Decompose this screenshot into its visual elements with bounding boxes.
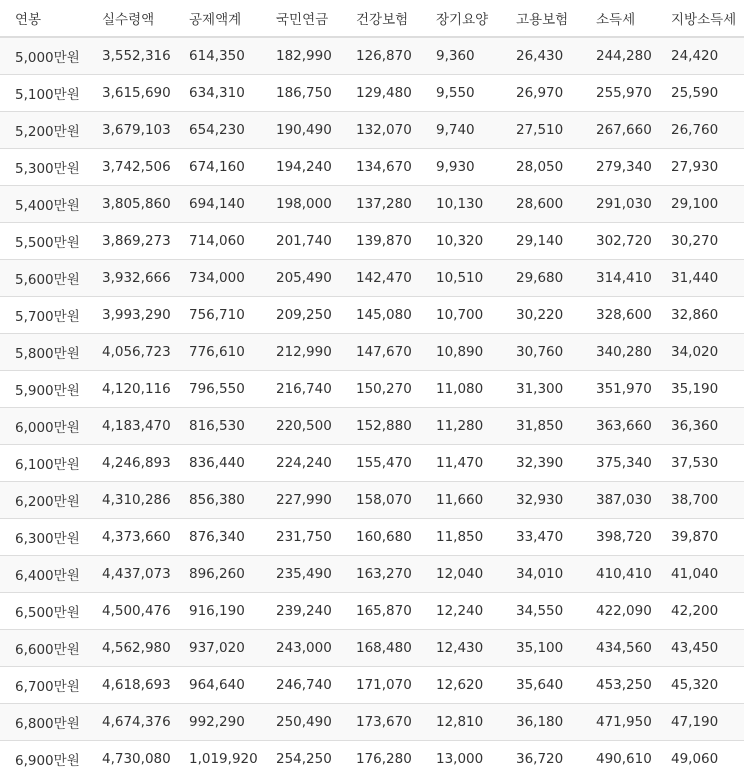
cell-total-deduction: 734,000 [174, 259, 261, 296]
cell-health-insurance: 145,080 [341, 296, 421, 333]
cell-employment-insurance: 28,050 [501, 148, 581, 185]
cell-national-pension: 205,490 [261, 259, 341, 296]
cell-total-deduction: 674,160 [174, 148, 261, 185]
cell-employment-insurance: 30,220 [501, 296, 581, 333]
cell-local-income-tax: 30,270 [656, 222, 744, 259]
table-row [0, 703, 744, 740]
table-row [0, 370, 744, 407]
cell-long-term-care: 13,000 [421, 740, 501, 777]
cell-national-pension: 186,750 [261, 74, 341, 111]
table-header [0, 0, 744, 37]
cell-health-insurance: 173,670 [341, 703, 421, 740]
cell-net-pay: 4,310,286 [87, 481, 174, 518]
cell-employment-insurance: 31,300 [501, 370, 581, 407]
cell-employment-insurance: 32,390 [501, 444, 581, 481]
cell-local-income-tax: 24,420 [656, 37, 744, 74]
table-row [0, 148, 744, 185]
cell-income-tax: 387,030 [581, 481, 656, 518]
cell-national-pension: 231,750 [261, 518, 341, 555]
cell-national-pension: 235,490 [261, 555, 341, 592]
cell-total-deduction: 1,019,920 [174, 740, 261, 777]
cell-salary: 6,900만원 [0, 740, 87, 777]
cell-employment-insurance: 35,640 [501, 666, 581, 703]
cell-national-pension: 220,500 [261, 407, 341, 444]
cell-employment-insurance: 32,930 [501, 481, 581, 518]
table-row [0, 518, 744, 555]
table-row [0, 740, 744, 777]
cell-national-pension: 239,240 [261, 592, 341, 629]
cell-income-tax: 410,410 [581, 555, 656, 592]
cell-national-pension: 227,990 [261, 481, 341, 518]
cell-net-pay: 3,742,506 [87, 148, 174, 185]
cell-long-term-care: 12,620 [421, 666, 501, 703]
cell-long-term-care: 10,320 [421, 222, 501, 259]
column-header-health-insurance: 건강보험 [341, 0, 421, 37]
cell-health-insurance: 132,070 [341, 111, 421, 148]
cell-net-pay: 4,120,116 [87, 370, 174, 407]
cell-net-pay: 4,437,073 [87, 555, 174, 592]
cell-local-income-tax: 35,190 [656, 370, 744, 407]
cell-income-tax: 398,720 [581, 518, 656, 555]
cell-local-income-tax: 29,100 [656, 185, 744, 222]
cell-long-term-care: 12,430 [421, 629, 501, 666]
cell-local-income-tax: 37,530 [656, 444, 744, 481]
table-row [0, 407, 744, 444]
cell-long-term-care: 12,040 [421, 555, 501, 592]
cell-health-insurance: 152,880 [341, 407, 421, 444]
cell-health-insurance: 134,670 [341, 148, 421, 185]
cell-employment-insurance: 36,720 [501, 740, 581, 777]
cell-local-income-tax: 27,930 [656, 148, 744, 185]
column-header-income-tax: 소득세 [581, 0, 656, 37]
cell-salary: 5,900만원 [0, 370, 87, 407]
cell-total-deduction: 856,380 [174, 481, 261, 518]
table-body [0, 37, 744, 777]
cell-health-insurance: 158,070 [341, 481, 421, 518]
table-row [0, 481, 744, 518]
cell-salary: 6,100만원 [0, 444, 87, 481]
cell-salary: 5,200만원 [0, 111, 87, 148]
table-row [0, 37, 744, 74]
cell-local-income-tax: 47,190 [656, 703, 744, 740]
cell-local-income-tax: 43,450 [656, 629, 744, 666]
cell-employment-insurance: 29,680 [501, 259, 581, 296]
cell-health-insurance: 142,470 [341, 259, 421, 296]
cell-local-income-tax: 31,440 [656, 259, 744, 296]
cell-long-term-care: 9,360 [421, 37, 501, 74]
cell-salary: 5,600만원 [0, 259, 87, 296]
column-header-employment-insurance: 고용보험 [501, 0, 581, 37]
cell-long-term-care: 11,470 [421, 444, 501, 481]
table-row [0, 592, 744, 629]
cell-employment-insurance: 26,430 [501, 37, 581, 74]
table-row [0, 444, 744, 481]
cell-local-income-tax: 49,060 [656, 740, 744, 777]
cell-employment-insurance: 26,970 [501, 74, 581, 111]
cell-net-pay: 3,805,860 [87, 185, 174, 222]
cell-employment-insurance: 33,470 [501, 518, 581, 555]
column-header-local-income-tax: 지방소득세 [656, 0, 744, 37]
cell-total-deduction: 876,340 [174, 518, 261, 555]
cell-total-deduction: 992,290 [174, 703, 261, 740]
cell-employment-insurance: 31,850 [501, 407, 581, 444]
cell-long-term-care: 10,510 [421, 259, 501, 296]
cell-national-pension: 182,990 [261, 37, 341, 74]
cell-income-tax: 314,410 [581, 259, 656, 296]
cell-employment-insurance: 34,010 [501, 555, 581, 592]
table-row [0, 259, 744, 296]
cell-income-tax: 453,250 [581, 666, 656, 703]
cell-salary: 6,800만원 [0, 703, 87, 740]
cell-net-pay: 4,562,980 [87, 629, 174, 666]
cell-income-tax: 471,950 [581, 703, 656, 740]
cell-income-tax: 490,610 [581, 740, 656, 777]
cell-salary: 6,200만원 [0, 481, 87, 518]
cell-salary: 6,000만원 [0, 407, 87, 444]
cell-national-pension: 216,740 [261, 370, 341, 407]
cell-long-term-care: 11,080 [421, 370, 501, 407]
cell-employment-insurance: 34,550 [501, 592, 581, 629]
cell-national-pension: 243,000 [261, 629, 341, 666]
cell-total-deduction: 964,640 [174, 666, 261, 703]
cell-local-income-tax: 26,760 [656, 111, 744, 148]
cell-national-pension: 198,000 [261, 185, 341, 222]
cell-total-deduction: 776,610 [174, 333, 261, 370]
cell-net-pay: 4,618,693 [87, 666, 174, 703]
cell-employment-insurance: 28,600 [501, 185, 581, 222]
cell-income-tax: 434,560 [581, 629, 656, 666]
cell-income-tax: 328,600 [581, 296, 656, 333]
cell-health-insurance: 168,480 [341, 629, 421, 666]
cell-salary: 5,700만원 [0, 296, 87, 333]
cell-long-term-care: 9,550 [421, 74, 501, 111]
cell-long-term-care: 12,240 [421, 592, 501, 629]
cell-health-insurance: 126,870 [341, 37, 421, 74]
cell-net-pay: 3,552,316 [87, 37, 174, 74]
cell-national-pension: 201,740 [261, 222, 341, 259]
cell-total-deduction: 796,550 [174, 370, 261, 407]
cell-total-deduction: 816,530 [174, 407, 261, 444]
header-row [0, 0, 744, 37]
cell-total-deduction: 694,140 [174, 185, 261, 222]
cell-salary: 6,400만원 [0, 555, 87, 592]
cell-net-pay: 4,373,660 [87, 518, 174, 555]
table-row [0, 296, 744, 333]
cell-salary: 6,500만원 [0, 592, 87, 629]
cell-salary: 5,500만원 [0, 222, 87, 259]
cell-local-income-tax: 41,040 [656, 555, 744, 592]
cell-local-income-tax: 45,320 [656, 666, 744, 703]
cell-long-term-care: 10,890 [421, 333, 501, 370]
cell-health-insurance: 139,870 [341, 222, 421, 259]
column-header-total-deduction: 공제액계 [174, 0, 261, 37]
cell-national-pension: 212,990 [261, 333, 341, 370]
cell-national-pension: 250,490 [261, 703, 341, 740]
cell-employment-insurance: 36,180 [501, 703, 581, 740]
cell-income-tax: 255,970 [581, 74, 656, 111]
cell-salary: 5,400만원 [0, 185, 87, 222]
table-row [0, 111, 744, 148]
cell-health-insurance: 176,280 [341, 740, 421, 777]
cell-local-income-tax: 42,200 [656, 592, 744, 629]
cell-local-income-tax: 25,590 [656, 74, 744, 111]
cell-net-pay: 3,679,103 [87, 111, 174, 148]
cell-total-deduction: 634,310 [174, 74, 261, 111]
cell-employment-insurance: 29,140 [501, 222, 581, 259]
cell-net-pay: 3,932,666 [87, 259, 174, 296]
cell-net-pay: 4,246,893 [87, 444, 174, 481]
cell-net-pay: 3,993,290 [87, 296, 174, 333]
cell-net-pay: 4,730,080 [87, 740, 174, 777]
cell-health-insurance: 137,280 [341, 185, 421, 222]
cell-employment-insurance: 35,100 [501, 629, 581, 666]
cell-income-tax: 351,970 [581, 370, 656, 407]
cell-health-insurance: 171,070 [341, 666, 421, 703]
column-header-net-pay: 실수령액 [87, 0, 174, 37]
cell-total-deduction: 836,440 [174, 444, 261, 481]
cell-health-insurance: 165,870 [341, 592, 421, 629]
cell-net-pay: 4,183,470 [87, 407, 174, 444]
cell-net-pay: 3,615,690 [87, 74, 174, 111]
cell-national-pension: 254,250 [261, 740, 341, 777]
column-header-national-pension: 국민연금 [261, 0, 341, 37]
cell-local-income-tax: 38,700 [656, 481, 744, 518]
cell-net-pay: 3,869,273 [87, 222, 174, 259]
cell-net-pay: 4,056,723 [87, 333, 174, 370]
column-header-long-term-care: 장기요양 [421, 0, 501, 37]
cell-salary: 6,600만원 [0, 629, 87, 666]
cell-long-term-care: 9,930 [421, 148, 501, 185]
cell-national-pension: 190,490 [261, 111, 341, 148]
cell-health-insurance: 147,670 [341, 333, 421, 370]
cell-employment-insurance: 27,510 [501, 111, 581, 148]
cell-salary: 5,300만원 [0, 148, 87, 185]
cell-income-tax: 340,280 [581, 333, 656, 370]
cell-salary: 5,100만원 [0, 74, 87, 111]
cell-total-deduction: 756,710 [174, 296, 261, 333]
cell-total-deduction: 614,350 [174, 37, 261, 74]
table-row [0, 555, 744, 592]
cell-salary: 6,300만원 [0, 518, 87, 555]
table-row [0, 629, 744, 666]
cell-local-income-tax: 34,020 [656, 333, 744, 370]
cell-health-insurance: 155,470 [341, 444, 421, 481]
cell-income-tax: 363,660 [581, 407, 656, 444]
cell-national-pension: 209,250 [261, 296, 341, 333]
cell-income-tax: 244,280 [581, 37, 656, 74]
cell-total-deduction: 937,020 [174, 629, 261, 666]
cell-long-term-care: 12,810 [421, 703, 501, 740]
cell-income-tax: 302,720 [581, 222, 656, 259]
cell-local-income-tax: 32,860 [656, 296, 744, 333]
cell-long-term-care: 9,740 [421, 111, 501, 148]
column-header-salary: 연봉 [0, 0, 87, 37]
table-row [0, 74, 744, 111]
cell-health-insurance: 160,680 [341, 518, 421, 555]
cell-total-deduction: 916,190 [174, 592, 261, 629]
cell-health-insurance: 129,480 [341, 74, 421, 111]
cell-national-pension: 194,240 [261, 148, 341, 185]
cell-national-pension: 224,240 [261, 444, 341, 481]
cell-income-tax: 291,030 [581, 185, 656, 222]
cell-long-term-care: 10,130 [421, 185, 501, 222]
cell-net-pay: 4,674,376 [87, 703, 174, 740]
cell-health-insurance: 150,270 [341, 370, 421, 407]
cell-income-tax: 267,660 [581, 111, 656, 148]
cell-long-term-care: 10,700 [421, 296, 501, 333]
table-row [0, 333, 744, 370]
cell-salary: 6,700만원 [0, 666, 87, 703]
cell-long-term-care: 11,660 [421, 481, 501, 518]
cell-total-deduction: 714,060 [174, 222, 261, 259]
cell-local-income-tax: 39,870 [656, 518, 744, 555]
table-row [0, 666, 744, 703]
cell-net-pay: 4,500,476 [87, 592, 174, 629]
cell-long-term-care: 11,280 [421, 407, 501, 444]
table-row [0, 185, 744, 222]
cell-income-tax: 279,340 [581, 148, 656, 185]
cell-long-term-care: 11,850 [421, 518, 501, 555]
cell-local-income-tax: 36,360 [656, 407, 744, 444]
cell-salary: 5,800만원 [0, 333, 87, 370]
cell-salary: 5,000만원 [0, 37, 87, 74]
cell-total-deduction: 896,260 [174, 555, 261, 592]
cell-income-tax: 422,090 [581, 592, 656, 629]
cell-income-tax: 375,340 [581, 444, 656, 481]
cell-health-insurance: 163,270 [341, 555, 421, 592]
cell-employment-insurance: 30,760 [501, 333, 581, 370]
table-row [0, 222, 744, 259]
cell-total-deduction: 654,230 [174, 111, 261, 148]
cell-national-pension: 246,740 [261, 666, 341, 703]
